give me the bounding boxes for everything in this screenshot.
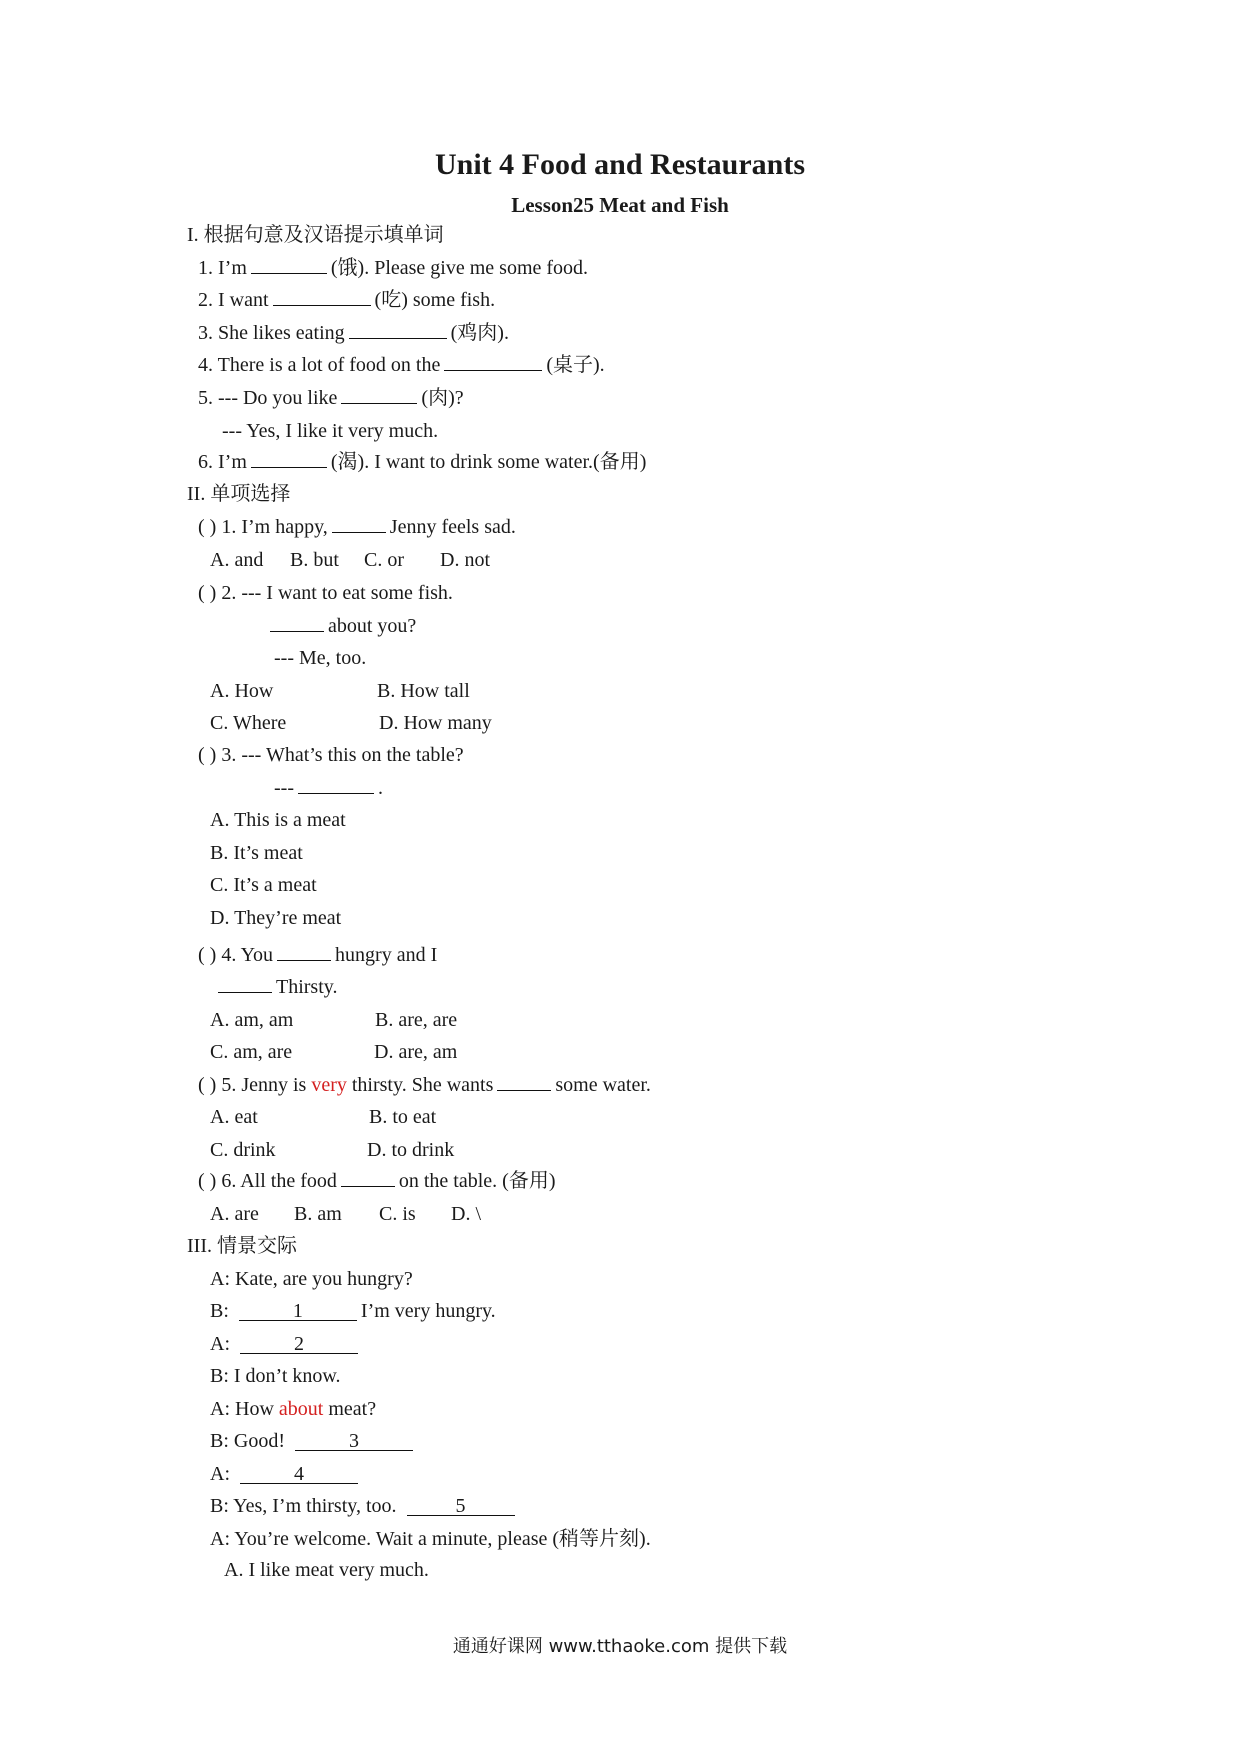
- text: I’m very hungry.: [360, 1300, 496, 1322]
- text: 6. I’m: [198, 451, 247, 473]
- text: 1. I’m: [198, 257, 247, 279]
- s2-q4-option-b: B. are, are: [375, 1009, 458, 1031]
- answer-blank: [341, 1168, 395, 1187]
- answer-blank: [251, 449, 327, 468]
- text: ( ) 6. All the food: [198, 1170, 337, 1192]
- text: 3. She likes eating: [198, 322, 345, 344]
- s1-question-5-answer: --- Yes, I like it very much.: [222, 420, 439, 442]
- section-2-heading: II. 单项选择: [187, 483, 291, 505]
- s1-question-4: [198, 352, 605, 378]
- s2-q2-option-d: D. How many: [379, 712, 492, 734]
- s1-question-1: [198, 255, 588, 281]
- text: Jenny feels sad.: [389, 516, 516, 538]
- text: (饿). Please give me some food.: [330, 257, 589, 279]
- text: ( ) 5. Jenny is: [198, 1074, 307, 1096]
- lesson-subtitle: Lesson25 Meat and Fish: [511, 193, 729, 217]
- s2-q6-option-c: C. is: [379, 1203, 416, 1225]
- text: (桌子).: [546, 354, 605, 376]
- s2-q2-line-3: --- Me, too.: [274, 647, 367, 669]
- dialogue-line-7: [210, 1461, 362, 1487]
- answer-blank-4: 4: [240, 1465, 358, 1484]
- s2-q6-option-a: A. are: [210, 1203, 259, 1225]
- text: A:: [210, 1463, 230, 1485]
- s2-q2-option-c: C. Where: [210, 712, 287, 734]
- answer-blank: [270, 613, 324, 632]
- s1-question-3: [198, 320, 509, 346]
- s2-q1-option-c: C. or: [364, 549, 404, 571]
- s2-q5-option-a: A. eat: [210, 1106, 258, 1128]
- s2-question-4: [198, 942, 437, 968]
- text: hungry and I: [335, 944, 438, 966]
- s2-q1-option-b: B. but: [290, 549, 339, 571]
- s2-q1-option-d: D. not: [440, 549, 490, 571]
- dialogue-line-1: A: Kate, are you hungry?: [210, 1268, 413, 1290]
- answer-blank: [273, 287, 371, 306]
- text: A: How: [210, 1398, 274, 1420]
- text: ( ) 4. You: [198, 944, 274, 966]
- answer-blank: [251, 255, 327, 274]
- s2-q2-option-b: B. How tall: [377, 680, 470, 702]
- s2-q1-option-a: A. and: [210, 549, 264, 571]
- s2-q2-option-a: A. How: [210, 680, 274, 702]
- s2-q3-option-c: C. It’s a meat: [210, 874, 317, 896]
- text: ---: [274, 777, 294, 799]
- section-3-heading: III. 情景交际: [187, 1235, 297, 1257]
- section-1-heading: I. 根据句意及汉语提示填单词: [187, 224, 444, 246]
- s2-q4-option-d: D. are, am: [374, 1041, 458, 1063]
- answer-blank: [298, 775, 374, 794]
- s2-question-1: [198, 514, 516, 540]
- text: (肉)?: [421, 387, 464, 409]
- text: meat?: [328, 1398, 377, 1420]
- dialogue-line-3: [210, 1331, 362, 1357]
- dialogue-line-8: [210, 1493, 519, 1519]
- text: ( ) 1. I’m happy,: [198, 516, 328, 538]
- s2-q5-option-d: D. to drink: [367, 1139, 455, 1161]
- s2-q5-option-b: B. to eat: [369, 1106, 437, 1128]
- text: .: [377, 777, 383, 799]
- answer-blank: [444, 352, 542, 371]
- answer-blank-2: 2: [240, 1335, 358, 1354]
- text: on the table. (备用): [398, 1170, 556, 1192]
- answer-blank: [349, 320, 447, 339]
- answer-blank-5: 5: [407, 1497, 515, 1516]
- text: A:: [210, 1333, 230, 1355]
- text: (鸡肉).: [450, 322, 509, 344]
- text: (渴). I want to drink some water.(备用): [330, 451, 647, 473]
- s2-q4-option-a: A. am, am: [210, 1009, 294, 1031]
- s2-q6-option-b: B. am: [294, 1203, 342, 1225]
- answer-blank-1: 1: [239, 1302, 357, 1321]
- s1-question-6: [198, 449, 646, 475]
- text: Thirsty.: [276, 976, 338, 998]
- answer-blank: [218, 974, 272, 993]
- dialogue-line-5: [210, 1396, 376, 1422]
- s2-question-2: ( ) 2. --- I want to eat some fish.: [198, 582, 453, 604]
- s2-question-5: [198, 1072, 651, 1098]
- text: about you?: [328, 615, 417, 637]
- s2-question-3: ( ) 3. --- What’s this on the table?: [198, 744, 464, 766]
- page-title: Unit 4 Food and Restaurants: [434, 148, 806, 181]
- dialogue-line-4: B: I don’t know.: [210, 1365, 341, 1387]
- s2-q4-line-2: [218, 974, 337, 1000]
- s1-question-5: [198, 385, 464, 411]
- s2-q3-option-d: D. They’re meat: [210, 907, 342, 929]
- dialogue-line-6: [210, 1428, 417, 1454]
- answer-blank: [277, 942, 331, 961]
- dialogue-line-9: A: You’re welcome. Wait a minute, please (稍等片刻).: [210, 1528, 651, 1550]
- text: some water.: [555, 1074, 651, 1096]
- s2-q3-option-b: B. It’s meat: [210, 842, 303, 864]
- dialogue-line-2: [210, 1298, 496, 1324]
- text: 2. I want: [198, 289, 269, 311]
- answer-blank-3: 3: [295, 1432, 413, 1451]
- answer-blank: [332, 514, 386, 533]
- text: B: Good!: [210, 1430, 285, 1452]
- highlighted-word: about: [278, 1398, 324, 1420]
- answer-blank: [497, 1072, 551, 1091]
- text: 5. --- Do you like: [198, 387, 338, 409]
- footer-source: 通通好课网 www.tthaoke.com 提供下载: [452, 1636, 788, 1657]
- s2-q3-option-a: A. This is a meat: [210, 809, 346, 831]
- s2-q3-line-2: [274, 775, 383, 801]
- text: B: Yes, I’m thirsty, too.: [210, 1495, 397, 1517]
- s2-q2-line-2: [270, 613, 416, 639]
- answer-blank: [341, 385, 417, 404]
- text: 4. There is a lot of food on the: [198, 354, 441, 376]
- text: (吃) some fish.: [374, 289, 496, 311]
- s2-q5-option-c: C. drink: [210, 1139, 276, 1161]
- text: thirsty. She wants: [351, 1074, 494, 1096]
- answer-option-a: A. I like meat very much.: [224, 1559, 429, 1581]
- s2-q4-option-c: C. am, are: [210, 1041, 293, 1063]
- highlighted-word: very: [311, 1074, 347, 1096]
- text: B:: [210, 1300, 229, 1322]
- s1-question-2: [198, 287, 495, 313]
- s2-question-6: [198, 1168, 556, 1194]
- s2-q6-option-d: D. \: [451, 1203, 481, 1225]
